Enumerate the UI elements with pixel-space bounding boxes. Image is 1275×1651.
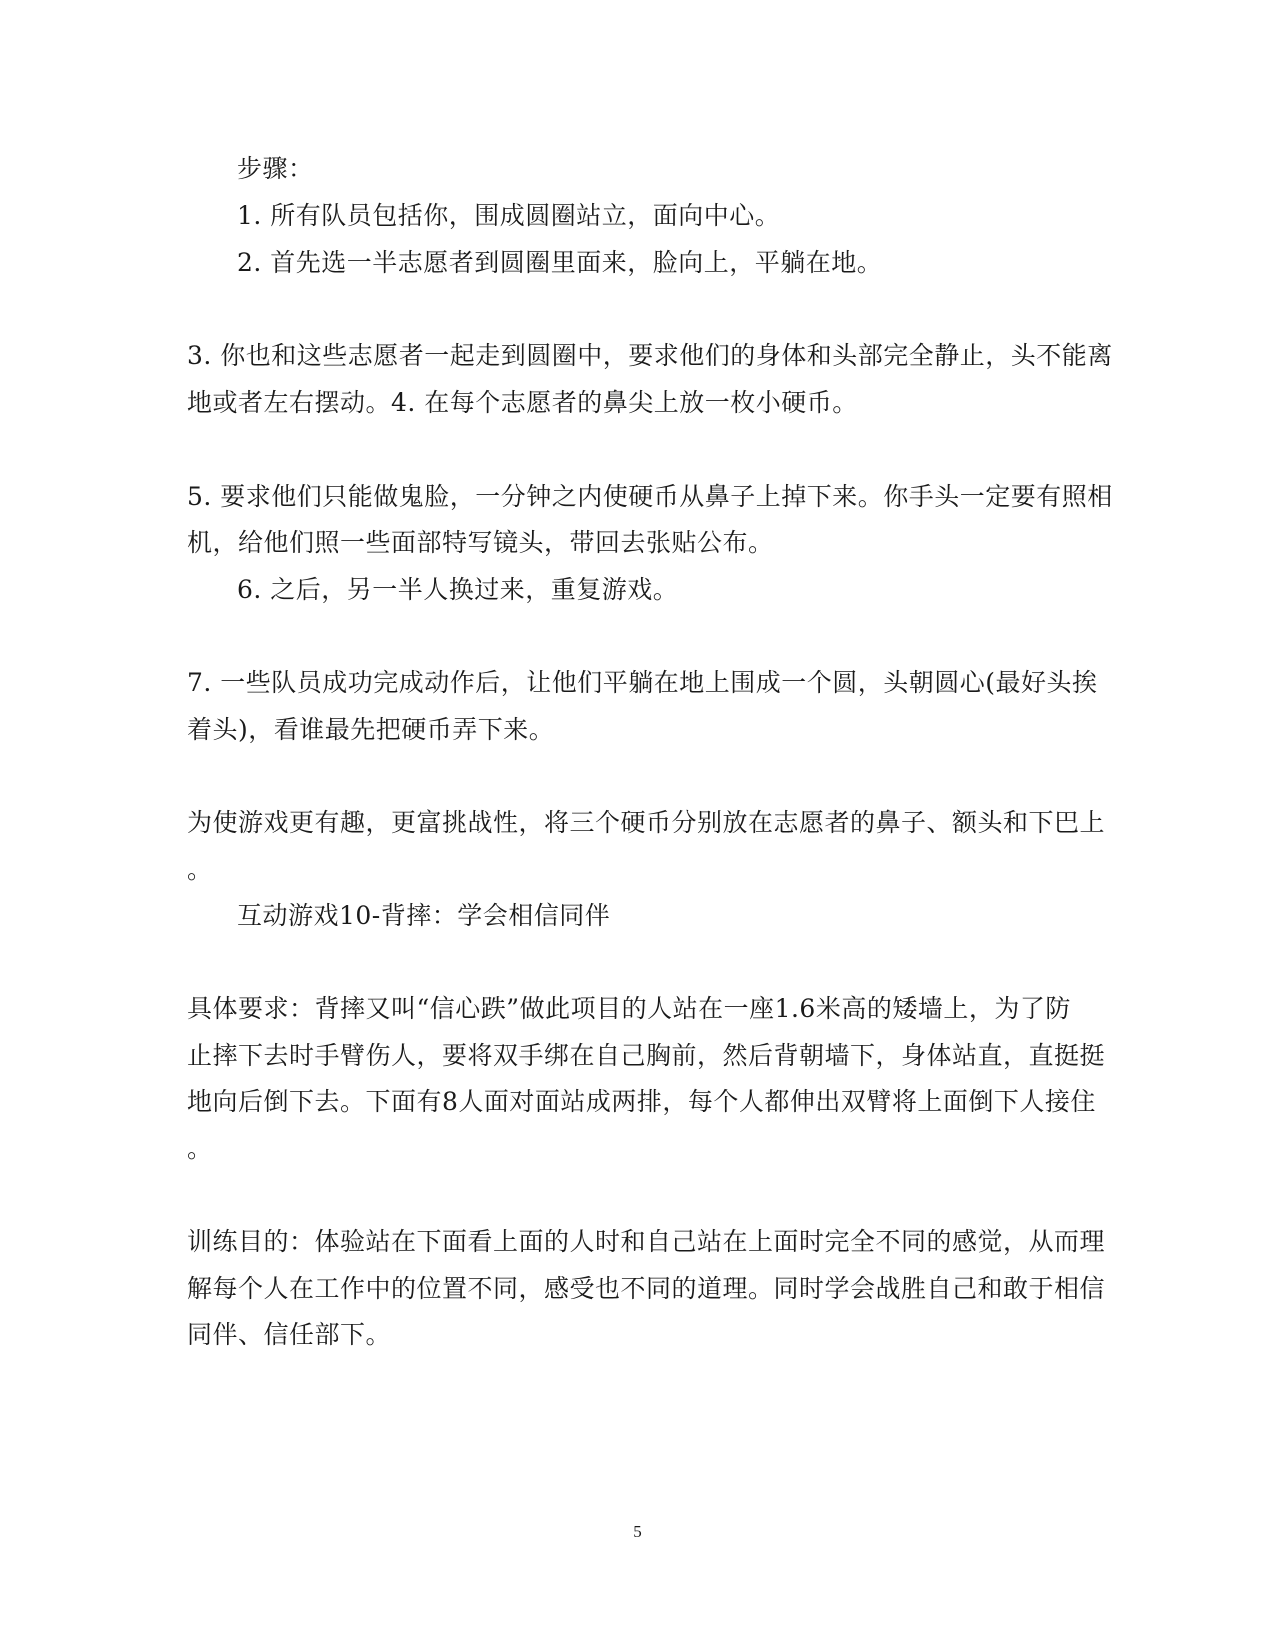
steps-heading: 步骤： bbox=[237, 154, 314, 183]
game-10-heading: 互动游戏10-背摔：学会相信同伴 bbox=[237, 901, 611, 930]
step-3-line-2: 地或者左右摆动。4. 在每个志愿者的鼻尖上放一枚小硬币。 bbox=[187, 388, 858, 417]
step-5-line-1: 5. 要求他们只能做鬼脸，一分钟之内使硬币从鼻子上掉下来。你手头一定要有照相 bbox=[187, 482, 1113, 511]
purpose-line-1: 训练目的：体验站在下面看上面的人时和自己站在上面时完全不同的感觉，从而理 bbox=[187, 1227, 1106, 1256]
step-7-line-1: 7. 一些队员成功完成动作后，让他们平躺在地上围成一个圆，头朝圆心(最好头挨 bbox=[187, 668, 1098, 697]
variation-line-1: 为使游戏更有趣，更富挑战性，将三个硬币分别放在志愿者的鼻子、额头和下巴上 bbox=[187, 808, 1106, 837]
requirements-line-3: 地向后倒下去。下面有8人面对面站成两排，每个人都伸出双臂将上面倒下人接住 bbox=[187, 1087, 1096, 1116]
step-6: 6. 之后，另一半人换过来，重复游戏。 bbox=[237, 575, 679, 604]
requirements-line-4: 。 bbox=[187, 1134, 213, 1163]
step-7-line-2: 着头)，看谁最先把硬币弄下来。 bbox=[187, 715, 555, 744]
requirements-line-2: 止摔下去时手臂伤人，要将双手绑在自己胸前，然后背朝墙下，身体站直，直挺挺 bbox=[187, 1041, 1106, 1070]
step-1: 1. 所有队员包括你，围成圆圈站立，面向中心。 bbox=[237, 201, 781, 230]
variation-line-2: 。 bbox=[187, 855, 213, 884]
step-2: 2. 首先选一半志愿者到圆圈里面来，脸向上，平躺在地。 bbox=[237, 248, 883, 277]
requirements-line-1: 具体要求：背摔又叫“信心跌”做此项目的人站在一座1.6米高的矮墙上，为了防 bbox=[187, 994, 1071, 1023]
purpose-line-2: 解每个人在工作中的位置不同，感受也不同的道理。同时学会战胜自己和敢于相信 bbox=[187, 1274, 1106, 1303]
page-number: 5 bbox=[633, 1522, 642, 1541]
purpose-line-3: 同伴、信任部下。 bbox=[187, 1320, 392, 1349]
step-5-line-2: 机，给他们照一些面部特写镜头，带回去张贴公布。 bbox=[187, 528, 774, 557]
step-3-line-1: 3. 你也和这些志愿者一起走到圆圈中，要求他们的身体和头部完全静止，头不能离 bbox=[187, 341, 1113, 370]
